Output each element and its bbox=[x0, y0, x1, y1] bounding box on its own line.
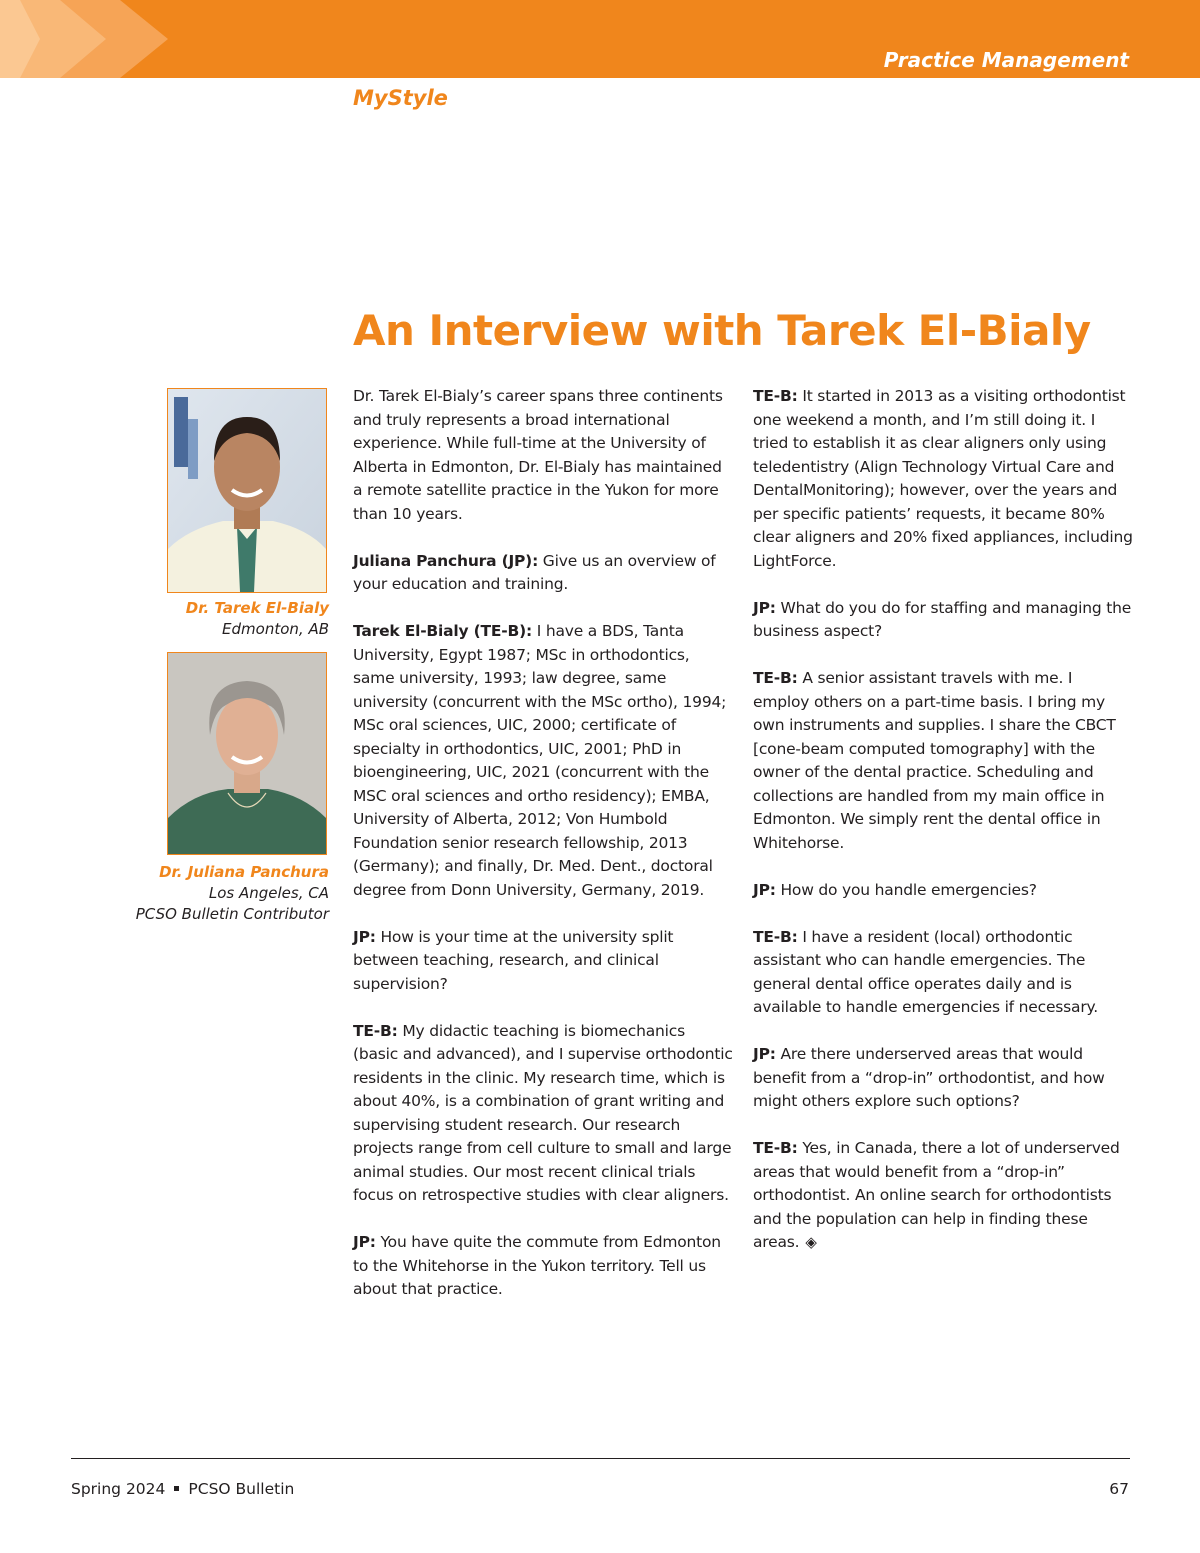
photo-caption-panchura bbox=[136, 862, 329, 925]
footer-divider bbox=[71, 1458, 1130, 1459]
portrait-photo-panchura bbox=[167, 652, 327, 855]
paragraph bbox=[753, 667, 1133, 855]
article-title: An Interview with Tarek El-Bialy bbox=[353, 306, 1091, 355]
bullet-separator-icon bbox=[174, 1486, 179, 1491]
caption-location: Edmonton, AB bbox=[222, 620, 329, 638]
caption-name: Dr. Juliana Panchura bbox=[159, 863, 329, 881]
header-banner bbox=[0, 0, 1200, 78]
speaker-label: JP: bbox=[353, 1233, 376, 1251]
paragraph bbox=[753, 926, 1133, 1020]
paragraph-text: A senior assistant travels with me. I employ others on a part-time basis. I bring my own instruments and supplies. I share the CBCT [cone-beam computed tomography] with the owner of the dental practice. Scheduling and collections are handled from my main office in Edmonton. We simply rent the dental office in Whitehorse. bbox=[753, 669, 1116, 852]
caption-name: Dr. Tarek El-Bialy bbox=[185, 599, 329, 617]
paragraph-text: You have quite the commute from Edmonton to the Whitehorse in the Yukon territory. Tell us about that practice. bbox=[353, 1233, 721, 1298]
paragraph-text: I have a BDS, Tanta University, Egypt 1987; MSc in orthodontics, same university, 1993; law degree, same university (concurrent with the MSc ortho), 1994; MSc oral sciences, UIC, 2000; certificate of specialty in orthodontics, UIC, 2001; PhD in bioengineering, UIC, 2021 (concurrent with the MSC oral sciences and ortho residency); EMBA, University of Alberta, 2012; Von Humbold Foundation senior research fellowship, 2013 (Germany); and finally, Dr. Med. Dent., doctoral degree from Donn University, Germany, 2019. bbox=[353, 622, 727, 899]
caption-role-rest: Bulletin Contributor bbox=[176, 905, 329, 923]
paragraph bbox=[353, 550, 733, 597]
paragraph bbox=[753, 1137, 1133, 1255]
paragraph-text: It started in 2013 as a visiting orthodontist one weekend a month, and I’m still doing it. I tried to establish it as clear aligners only using teledentistry (Align Technology Virtual Care and DentalMonitoring); however, over the years and per specific patients’ requests, it became 80% clear aligners and 20% fixed appliances, including LightForce. bbox=[753, 387, 1133, 570]
section-label: Practice Management bbox=[883, 48, 1129, 72]
footer-issue bbox=[71, 1480, 294, 1498]
column-label: MyStyle bbox=[353, 86, 448, 110]
portrait-photo-el-bialy bbox=[167, 388, 327, 593]
paragraph-text: Are there underserved areas that would benefit from a “drop-in” orthodontist, and how might others explore such options? bbox=[753, 1045, 1105, 1110]
speaker-label: JP: bbox=[753, 1045, 776, 1063]
caption-location: Los Angeles, CA bbox=[208, 884, 329, 902]
article-column-1 bbox=[353, 385, 733, 1325]
photo-caption-el-bialy bbox=[186, 598, 329, 640]
footer-issue-date: Spring 2024 bbox=[71, 1480, 166, 1498]
speaker-label: JP: bbox=[753, 880, 776, 899]
paragraph-text: Give us an overview of your education and training. bbox=[353, 551, 716, 593]
speaker-label: TE-B: bbox=[353, 1021, 398, 1040]
speaker-label: TE-B: bbox=[753, 387, 798, 405]
paragraph bbox=[753, 385, 1133, 573]
speaker-label: JP: bbox=[753, 598, 776, 617]
speaker-label: Juliana Panchura (JP): bbox=[353, 551, 539, 570]
paragraph bbox=[353, 1231, 733, 1302]
paragraph bbox=[353, 926, 733, 997]
paragraph-text: Yes, in Canada, there a lot of underserved areas that would benefit from a “drop-in” orthodontist. An online search for orthodontists and the population can help in finding these areas. bbox=[753, 1139, 1120, 1251]
paragraph bbox=[753, 597, 1133, 644]
end-mark-icon: ◈ bbox=[805, 1233, 817, 1251]
paragraph bbox=[353, 1020, 733, 1208]
speaker-label: TE-B: bbox=[753, 1139, 798, 1157]
paragraph-text: How do you handle emergencies? bbox=[775, 880, 1037, 899]
page-number: 67 bbox=[1109, 1480, 1129, 1498]
paragraph bbox=[753, 1043, 1133, 1114]
paragraph-text: My didactic teaching is biomechanics (basic and advanced), and I supervise orthodontic residents in the clinic. My research time, which is about 40%, is a combination of grant writing and supervising student research. Our research projects range from cell culture to small and large animal studies. Our most recent clinical trials focus on retrospective studies with clear aligners. bbox=[353, 1021, 733, 1204]
footer-publication: PCSO Bulletin bbox=[188, 1480, 295, 1498]
caption-role bbox=[136, 904, 329, 925]
speaker-label: TE-B: bbox=[753, 927, 798, 946]
paragraph-text: How is your time at the university split between teaching, research, and clinical supervision? bbox=[353, 927, 674, 993]
paragraph-text: Dr. Tarek El-Bialy’s career spans three continents and truly represents a broad international experience. While full-time at the University of Alberta in Edmonton, Dr. El-Bialy has maintained a remote satellite practice in the Yukon for more than 10 years. bbox=[353, 387, 723, 523]
article-column-2 bbox=[753, 385, 1133, 1278]
speaker-label: Tarek El-Bialy (TE-B): bbox=[353, 622, 533, 640]
paragraph-text: What do you do for staffing and managing the business aspect? bbox=[753, 598, 1132, 640]
paragraph bbox=[353, 620, 733, 902]
speaker-label: TE-B: bbox=[753, 669, 798, 687]
speaker-label: JP: bbox=[353, 927, 376, 946]
paragraph bbox=[353, 385, 733, 526]
paragraph-text: I have a resident (local) orthodontic assistant who can handle emergencies. The general dental office operates daily and is available to handle emergencies if necessary. bbox=[753, 927, 1098, 1016]
paragraph bbox=[753, 879, 1133, 903]
caption-role-emphasis: PCSO bbox=[135, 905, 177, 923]
